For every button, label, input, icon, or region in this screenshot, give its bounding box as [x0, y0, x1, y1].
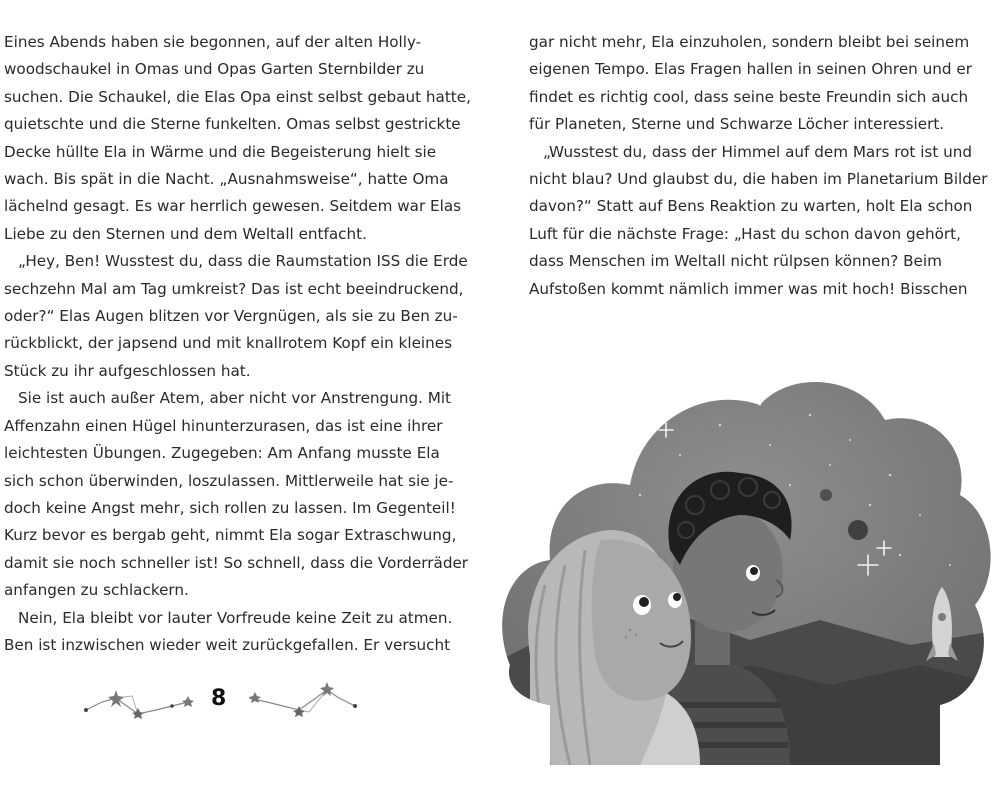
left-column-line: woodschaukel in Omas und Opas Garten Sternbilder zu — [4, 60, 425, 79]
left-column-line: wach. Bis spät in die Nacht. „Ausnahmsweise“, hatte Oma — [4, 170, 449, 189]
right-column-line: Luft für die nächste Frage: „Hast du schon davon gehört, — [529, 224, 961, 243]
left-column-line: suchen. Die Schaukel, die Elas Opa einst selbst gebaut hatte, — [4, 87, 471, 106]
left-column-line: sich schon überwinden, loszulassen. Mittlerweile hat sie je- — [4, 471, 454, 490]
page-number: 8 — [211, 686, 227, 711]
left-column-line: damit sie noch schneller ist! So schnell, dass die Vorderräder — [4, 553, 469, 572]
illustration-children-stargazing — [490, 365, 1000, 765]
right-column-line: dass Menschen im Weltall nicht rülpsen können? Beim — [529, 252, 942, 271]
left-column-line: lächelnd gesagt. Es war herrlich gewesen. Seitdem war Elas — [4, 197, 462, 216]
left-column-line: Kurz bevor es bergab geht, nimmt Ela sogar Extraschwung, — [4, 526, 457, 545]
left-column-line: Liebe zu den Sternen und dem Weltall entfacht. — [4, 224, 367, 243]
right-column-line: „Wusstest du, dass der Himmel auf dem Mars rot ist und — [543, 142, 973, 161]
right-column-line: davon?“ Statt auf Bens Reaktion zu warten, holt Ela schon — [529, 197, 973, 216]
star-icon — [182, 696, 194, 707]
right-column-line: findet es richtig cool, dass seine beste Freundin sich auch — [529, 87, 969, 106]
left-column-line: Eines Abends haben sie begonnen, auf der alten Holly- — [4, 33, 422, 51]
left-column-line: quietschte und die Sterne funkelten. Omas selbst gestrickte — [4, 115, 461, 134]
left-column-line: doch keine Angst mehr, sich rollen zu lassen. Im Gegenteil! — [4, 498, 456, 517]
left-column-line: Stück zu ihr aufgeschlossen hat. — [4, 361, 251, 380]
left-column-line: Ben ist inzwischen wieder weit zurückgefallen. Er versucht — [4, 635, 451, 654]
left-text-column — [4, 29, 471, 659]
left-column-line: oder?“ Elas Augen blitzen vor Vergnügen, als sie zu Ben zu- — [4, 307, 458, 326]
left-column-line: anfangen zu schlackern. — [4, 581, 189, 600]
left-column-line: leichtesten Übungen. Zugegeben: Am Anfang musste Ela — [4, 444, 440, 463]
star-icon — [108, 690, 124, 707]
right-column-line: Aufstoßen kommt nämlich immer was mit hoch! Bisschen — [529, 279, 968, 298]
right-column-line: nicht blau? Und glaubst du, die haben im Planetarium Bilder — [529, 170, 988, 189]
star-icon — [249, 692, 261, 703]
constellation-decoration-left — [80, 676, 200, 720]
left-column-line: „Hey, Ben! Wusstest du, dass die Raumstation ISS die Erde — [18, 252, 468, 271]
left-column-line: Decke hüllte Ela in Wärme und die Begeisterung hielt sie — [4, 142, 437, 161]
right-column-line: eigenen Tempo. Elas Fragen hallen in seinen Ohren und er — [529, 60, 972, 79]
star-icon — [132, 708, 144, 719]
constellation-decoration-right — [243, 676, 363, 720]
left-column-line: Affenzahn einen Hügel hinunterzurasen, das ist eine ihrer — [4, 416, 443, 435]
right-column-line: gar nicht mehr, Ela einzuholen, sondern bleibt bei seinem — [529, 33, 970, 51]
left-column-line: Sie ist auch außer Atem, aber nicht vor Anstrengung. Mit — [18, 389, 452, 408]
right-text-column — [529, 29, 988, 303]
left-column-line: sechzehn Mal am Tag umkreist? Das ist echt beeindruckend, — [4, 279, 464, 298]
left-column-line: Nein, Ela bleibt vor lauter Vorfreude keine Zeit zu atmen. — [18, 608, 453, 627]
right-column-line: für Planeten, Sterne und Schwarze Löcher interessiert. — [529, 115, 945, 134]
left-column-line: rückblickt, der japsend und mit knallrotem Kopf ein kleines — [4, 334, 453, 353]
